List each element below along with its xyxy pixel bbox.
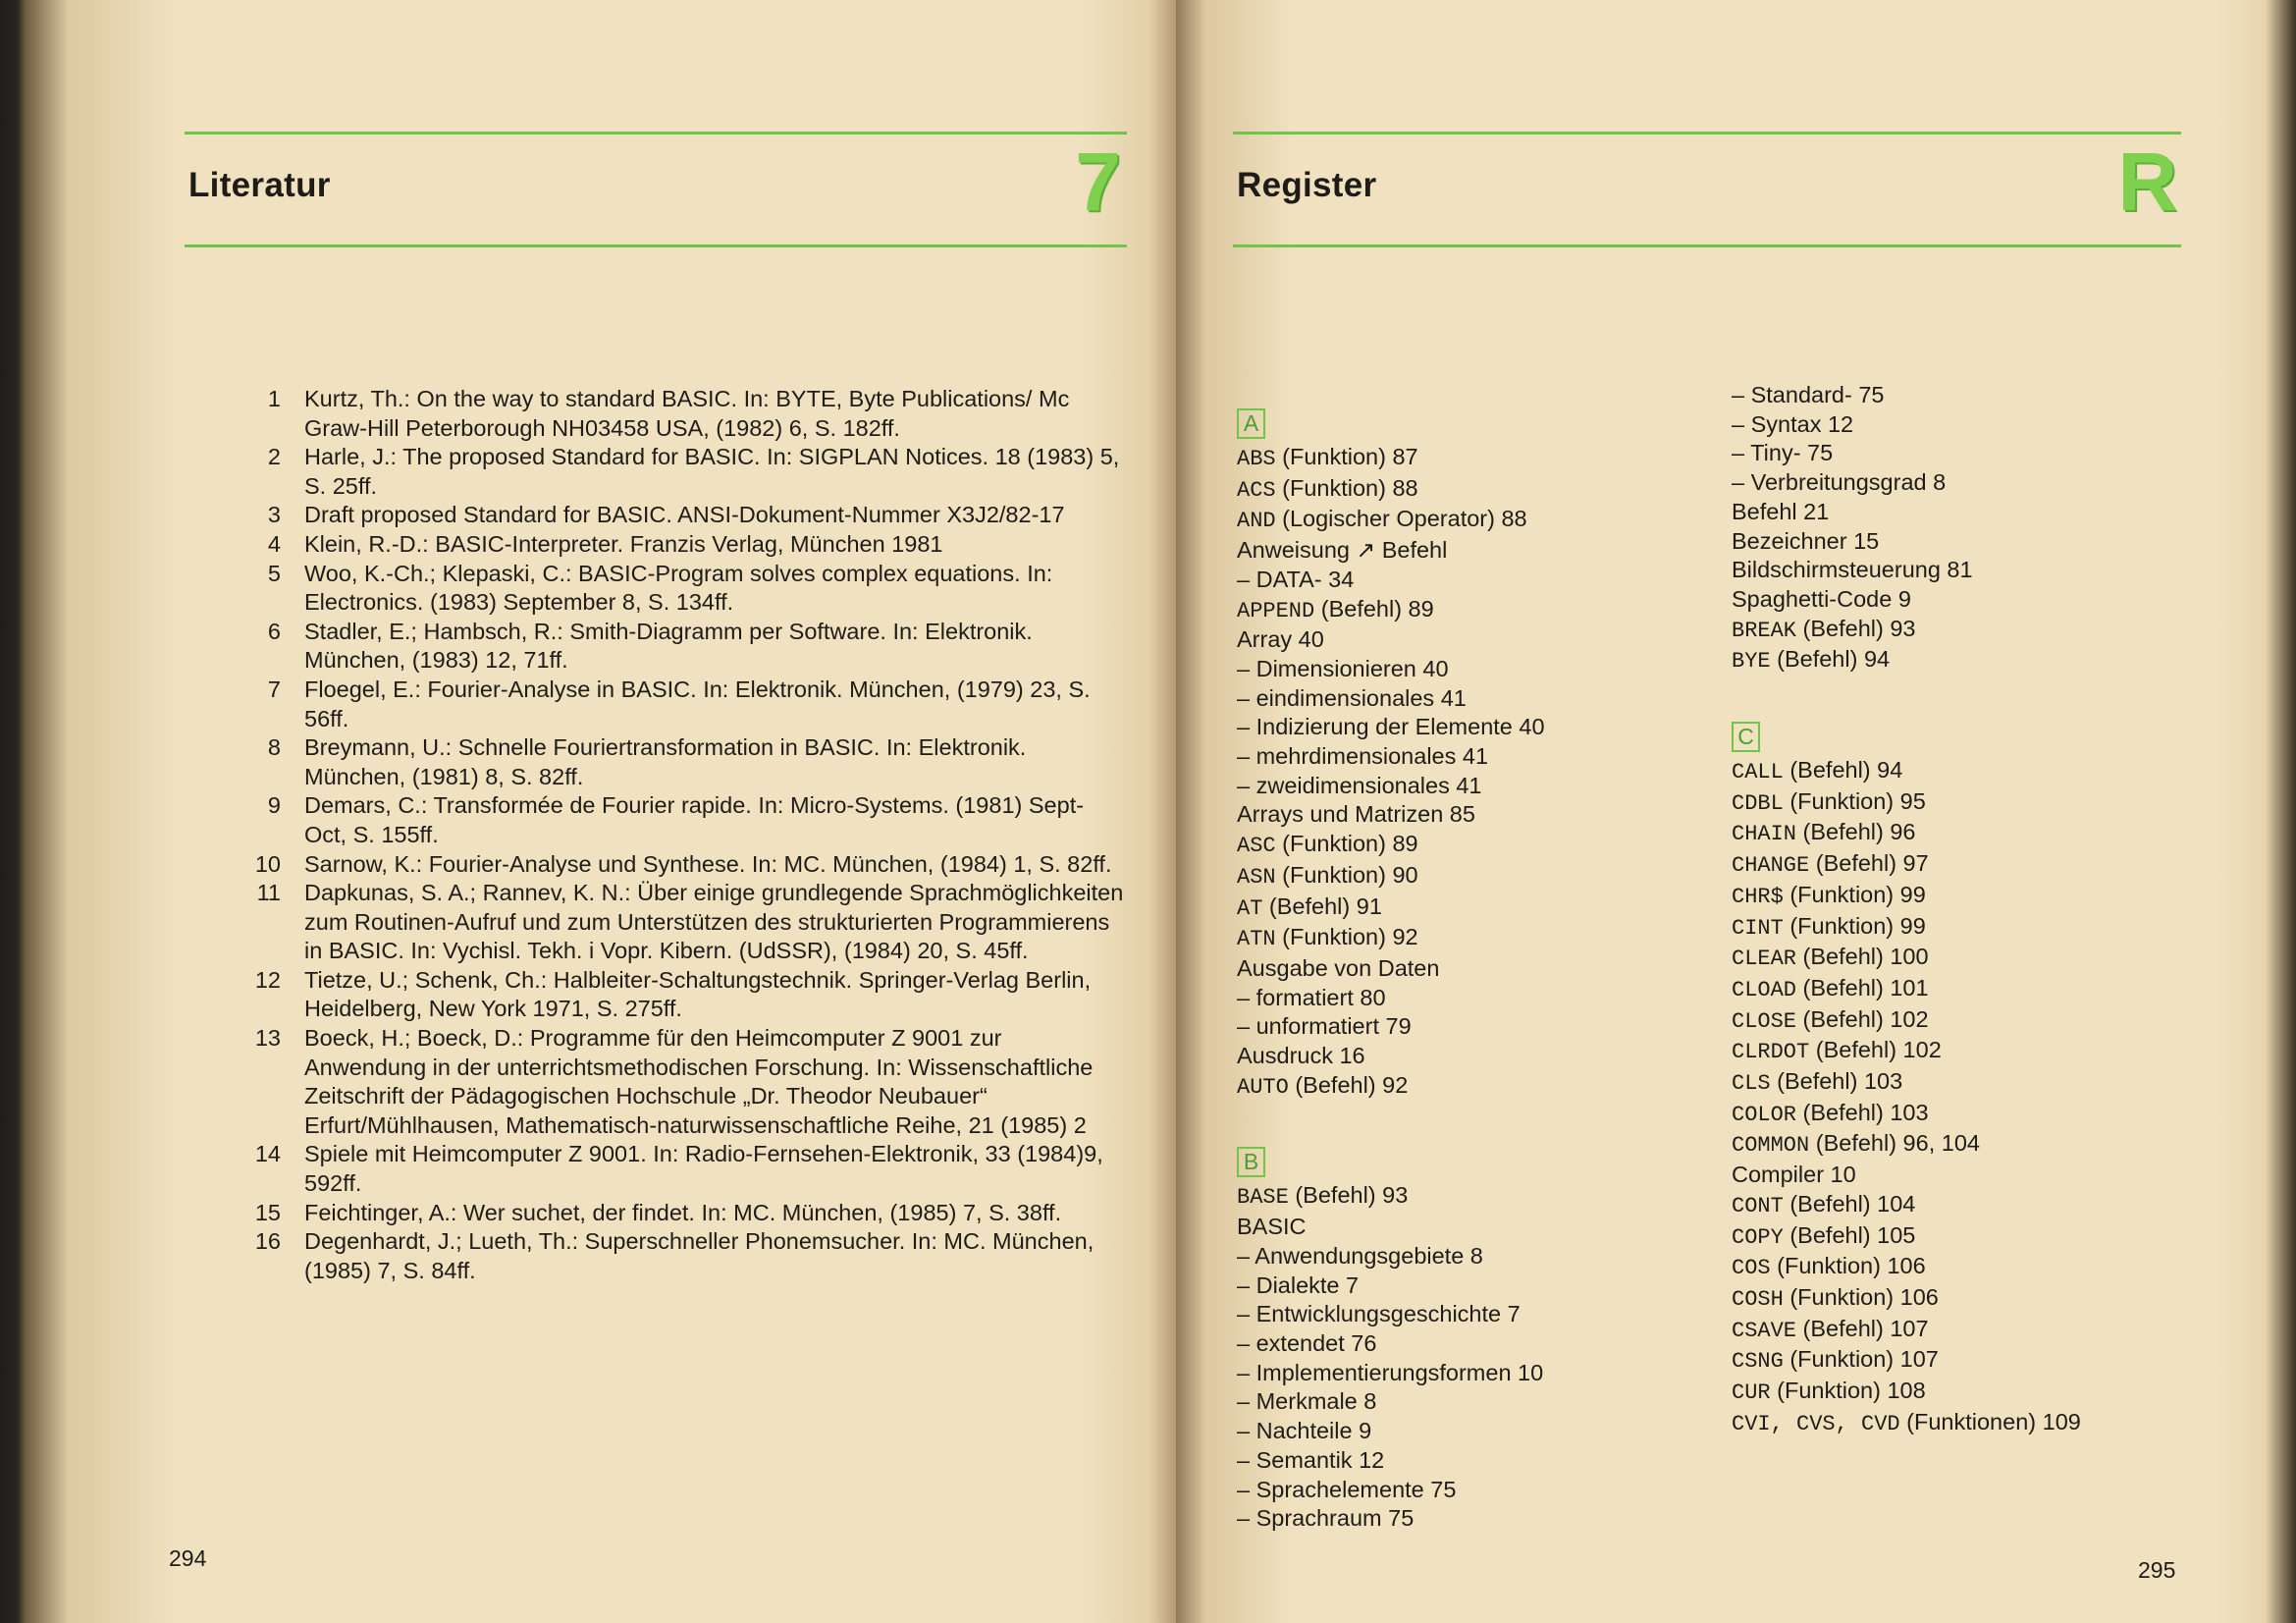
index-keyword: CLS [1732, 1071, 1771, 1097]
index-text: Anweisung ↗ Befehl [1237, 537, 1448, 564]
index-text: (Befehl) 101 [1796, 974, 1929, 1001]
index-entry [1732, 498, 2081, 527]
index-keyword: CLRDOT [1732, 1040, 1810, 1065]
index-keyword: COMMON [1732, 1133, 1810, 1159]
index-text: (Funktion) 99 [1783, 912, 1926, 939]
index-keyword: CLOAD [1732, 977, 1797, 1002]
reference-text: Boeck, H.; Boeck, D.: Programme für den Heimcomputer Z 9001 zur Anwendung in der unterrichtsmethodischen Forschung. In: Wissenschaftliche Zeitschrift der Pädagogischen Hochschule „Dr. Theodor Neubauer“ Erfurt/Mühlhausen, Mathematisch-naturwissenschaftliche Reihe, 21 (1985) 2 [304, 1025, 1094, 1138]
reference-number: 3 [267, 502, 281, 528]
reference-number: 5 [267, 560, 281, 586]
index-text: Compiler 10 [1732, 1162, 1856, 1188]
index-entry [1732, 1408, 2081, 1439]
index-keyword: ABS [1237, 447, 1276, 471]
reference-text: Draft proposed Standard for BASIC. ANSI-Dokument-Nummer X3J2/82-17 [304, 502, 1065, 528]
reference-number: 9 [267, 792, 281, 819]
index-entry [1237, 984, 1545, 1013]
index-text: (Funktion) 107 [1783, 1346, 1939, 1373]
reference-text: Dapkunas, S. A.; Rannev, K. N.: Über einige grundlegende Sprachmöglichkeiten zum Routinen-Aufruf und zum Unterstützen des strukturierten Programmierens in BASIC. In: Vychisl. Tekh. i Vopr. Kibern. (UdSSR), (1984) 20, S. 45ff. [304, 880, 1124, 964]
index-text: (Funktion) 108 [1770, 1378, 1926, 1404]
reference-number: 13 [254, 1025, 281, 1052]
index-column-1 [1237, 401, 1545, 1534]
index-keyword: APPEND [1237, 598, 1315, 623]
index-keyword: AND [1237, 509, 1276, 534]
index-entry [1732, 556, 2081, 585]
index-text: – zweidimensionales 41 [1237, 772, 1482, 798]
index-entry [1732, 1377, 2081, 1408]
reference-entry [236, 618, 1124, 676]
index-text: Befehl 21 [1732, 498, 1830, 524]
index-entry [1732, 468, 2081, 498]
page-title: Literatur [188, 166, 331, 204]
index-entry [1732, 1099, 2081, 1130]
index-entry [1237, 1417, 1545, 1446]
letter-heading [1732, 714, 2081, 756]
index-text: (Befehl) 93 [1288, 1182, 1409, 1209]
index-entry [1732, 1315, 2081, 1346]
index-entry [1732, 410, 2081, 440]
index-keyword: AT [1237, 895, 1263, 921]
index-text: (Befehl) 93 [1796, 615, 1916, 641]
index-text: – Sprachraum 75 [1237, 1505, 1415, 1532]
letter-box: A [1237, 408, 1265, 439]
index-text: (Befehl) 96 [1796, 819, 1916, 845]
reference-list [236, 385, 1124, 1285]
index-text: – Syntax 12 [1732, 410, 1854, 437]
index-entry [1237, 861, 1545, 893]
index-keyword: CONT [1732, 1193, 1784, 1218]
reference-text: Feichtinger, A.: Wer suchet, der findet. In: MC. München, (1985) 7, S. 38ff. [304, 1199, 1062, 1225]
page-number: 294 [169, 1545, 207, 1571]
reference-number: 12 [254, 966, 281, 993]
reference-number: 10 [254, 850, 281, 877]
index-text: – Nachteile 9 [1237, 1418, 1372, 1444]
index-text: (Funktion) 89 [1275, 831, 1418, 857]
index-text: BASIC [1237, 1214, 1307, 1240]
index-text: – extendet 76 [1237, 1329, 1377, 1356]
index-text: – Indizierung der Elemente 40 [1237, 714, 1545, 740]
index-text: – Entwicklungsgeschichte 7 [1237, 1301, 1521, 1327]
index-column-2 [1732, 381, 2081, 1439]
index-keyword: CHANGE [1732, 853, 1810, 879]
index-text: Spaghetti-Code 9 [1732, 585, 1911, 612]
index-entry [1237, 1012, 1545, 1042]
index-text: – Dialekte 7 [1237, 1271, 1360, 1298]
index-text: (Befehl) 102 [1796, 1005, 1929, 1032]
index-entry [1732, 1221, 2081, 1253]
reference-entry [236, 791, 1124, 849]
index-text: (Funktion) 99 [1783, 881, 1926, 907]
index-text: – Dimensionieren 40 [1237, 655, 1449, 681]
index-entry [1237, 595, 1545, 626]
index-text: (Funktion) 88 [1275, 474, 1418, 501]
index-entry [1237, 1242, 1545, 1271]
reference-entry [236, 1199, 1124, 1228]
index-entry [1237, 1359, 1545, 1388]
index-entry [1237, 566, 1545, 595]
reference-entry [236, 966, 1124, 1024]
index-text: – mehrdimensionales 41 [1237, 743, 1489, 770]
index-entry [1732, 1067, 2081, 1099]
index-entry [1237, 536, 1545, 566]
index-text: (Funktion) 87 [1275, 444, 1418, 469]
index-text: – Merkmale 8 [1237, 1388, 1377, 1415]
letter-heading [1237, 1139, 1545, 1181]
index-entry [1237, 772, 1545, 801]
index-entry [1732, 1252, 2081, 1283]
reference-entry [236, 501, 1124, 530]
index-text: (Befehl) 97 [1809, 850, 1929, 877]
index-keyword: CINT [1732, 915, 1784, 941]
reference-text: Floegel, E.: Fourier-Analyse in BASIC. In: Elektronik. München, (1979) 23, S. 56ff. [304, 676, 1091, 731]
index-text: Ausgabe von Daten [1237, 954, 1440, 981]
index-entry [1732, 974, 2081, 1005]
index-keyword: CUR [1732, 1380, 1771, 1406]
index-entry [1732, 1161, 2081, 1190]
index-entry [1732, 615, 2081, 646]
reference-number: 6 [267, 618, 281, 644]
letter-box: B [1237, 1147, 1265, 1177]
page-title: Register [1237, 166, 1377, 204]
reference-text: Demars, C.: Transformée de Fourier rapide. In: Micro-Systems. (1981) Sept-Oct, S. 155ff. [304, 792, 1085, 847]
index-entry [1237, 684, 1545, 714]
index-entry [1732, 527, 2081, 557]
index-text: (Befehl) 96, 104 [1809, 1130, 1980, 1157]
index-text: (Befehl) 105 [1783, 1221, 1916, 1248]
index-entry [1237, 1042, 1545, 1071]
index-entry [1237, 625, 1545, 655]
index-keyword: ATN [1237, 927, 1276, 952]
index-entry [1237, 1446, 1545, 1476]
index-text: – Implementierungsformen 10 [1237, 1359, 1544, 1385]
reference-text: Klein, R.-D.: BASIC-Interpreter. Franzis Verlag, München 1981 [304, 530, 943, 557]
index-text: (Funktion) 92 [1275, 924, 1418, 950]
index-entry [1237, 954, 1545, 984]
reference-entry [236, 560, 1124, 618]
index-entry [1732, 787, 2081, 819]
index-entry [1237, 1071, 1545, 1103]
reference-number: 15 [254, 1199, 281, 1225]
index-text: (Funktionen) 109 [1899, 1408, 2081, 1434]
reference-number: 1 [267, 386, 281, 411]
index-keyword: COPY [1732, 1224, 1784, 1250]
index-keyword: COLOR [1732, 1102, 1797, 1127]
index-keyword: CVI, CVS, CVD [1732, 1411, 1900, 1436]
letter-heading [1237, 401, 1545, 443]
reference-text: Spiele mit Heimcomputer Z 9001. In: Radio-Fernsehen-Elektronik, 33 (1984)9, 592ff. [304, 1141, 1103, 1197]
index-keyword: ASN [1237, 864, 1276, 890]
index-keyword: BYE [1732, 649, 1771, 675]
index-entry [1732, 1036, 2081, 1067]
index-text: Arrays und Matrizen 85 [1237, 801, 1475, 828]
index-keyword: CSNG [1732, 1349, 1784, 1375]
index-keyword: CSAVE [1732, 1318, 1797, 1343]
index-entry [1732, 645, 2081, 676]
index-entry [1237, 1387, 1545, 1417]
reference-number: 16 [254, 1228, 281, 1255]
reference-number: 4 [267, 530, 281, 557]
index-text: (Befehl) 104 [1783, 1190, 1916, 1217]
index-keyword: ASC [1237, 834, 1276, 859]
index-text: (Logischer Operator) 88 [1275, 506, 1527, 532]
reference-entry [236, 443, 1124, 501]
index-entry [1732, 1129, 2081, 1161]
index-keyword: COSH [1732, 1286, 1784, 1312]
reference-text: Sarnow, K.: Fourier-Analyse und Synthese. In: MC. München, (1984) 1, S. 82ff. [304, 850, 1112, 877]
index-entry [1732, 1190, 2081, 1221]
index-keyword: CLEAR [1732, 947, 1797, 972]
index-text: – DATA- 34 [1237, 566, 1355, 592]
index-text: – Tiny- 75 [1732, 440, 1834, 466]
index-entry [1732, 912, 2081, 944]
reference-entry [236, 1227, 1124, 1285]
reference-number: 2 [267, 444, 281, 470]
index-entry [1732, 849, 2081, 881]
index-text: (Befehl) 94 [1770, 646, 1891, 673]
index-text: Array 40 [1237, 626, 1324, 653]
index-keyword: CDBL [1732, 790, 1784, 816]
reference-number: 11 [256, 880, 281, 906]
reference-number: 14 [254, 1141, 281, 1167]
index-keyword: CLOSE [1732, 1008, 1797, 1034]
index-text: – Standard- 75 [1732, 382, 1885, 407]
index-entry [1237, 893, 1545, 924]
index-keyword: COS [1732, 1256, 1771, 1281]
index-entry [1237, 830, 1545, 861]
reference-entry [236, 530, 1124, 560]
reference-text: Breymann, U.: Schnelle Fouriertransformation in BASIC. In: Elektronik. München, (1981) 8, S. 82ff. [304, 734, 1027, 789]
reference-entry [236, 676, 1124, 733]
reference-text: Degenhardt, J.; Lueth, Th.: Superschneller Phonemsucher. In: MC. München, (1985) 7, S. 84ff. [304, 1228, 1095, 1283]
index-entry [1237, 1476, 1545, 1505]
index-entry [1237, 742, 1545, 772]
chapter-mark: 7 [1075, 135, 1121, 228]
reference-entry [236, 385, 1124, 443]
index-text: (Funktion) 106 [1770, 1253, 1926, 1279]
reference-text: Stadler, E.; Hambsch, R.: Smith-Diagramm per Software. In: Elektronik. München, (1983) 12, 71ff. [304, 618, 1033, 674]
section-gap [1237, 1102, 1545, 1139]
reference-text: Tietze, U.; Schenk, Ch.: Halbleiter-Schaltungstechnik. Springer-Verlag Berlin, Heidelberg, New York 1971, S. 275ff. [304, 966, 1092, 1022]
index-text: (Befehl) 92 [1288, 1071, 1409, 1098]
index-entry [1237, 443, 1545, 474]
index-text: – Sprachelemente 75 [1237, 1476, 1457, 1502]
index-text: (Befehl) 89 [1314, 595, 1434, 622]
index-entry [1237, 713, 1545, 742]
index-text: – unformatiert 79 [1237, 1013, 1412, 1040]
index-text: – Verbreitungsgrad 8 [1732, 469, 1947, 496]
index-entry [1237, 1329, 1545, 1359]
index-text: Bezeichner 15 [1732, 527, 1880, 554]
reference-number: 8 [267, 734, 281, 761]
index-entry [1732, 585, 2081, 615]
index-entry [1732, 1005, 2081, 1037]
reference-entry [236, 1140, 1124, 1198]
index-text: – eindimensionales 41 [1237, 684, 1467, 711]
index-entry [1237, 655, 1545, 684]
index-entry [1237, 1181, 1545, 1213]
reference-entry [236, 850, 1124, 880]
index-entry [1237, 1213, 1545, 1242]
index-text: (Befehl) 94 [1783, 757, 1903, 784]
right-page [1176, 0, 2296, 1623]
section-gap [1732, 676, 2081, 714]
index-entry [1732, 1345, 2081, 1377]
reference-entry [236, 1024, 1124, 1140]
index-entry [1237, 923, 1545, 954]
index-keyword: BREAK [1732, 618, 1797, 643]
index-entry [1732, 381, 2081, 410]
index-keyword: ACS [1237, 477, 1276, 503]
index-keyword: CHR$ [1732, 884, 1784, 909]
index-entry [1732, 439, 2081, 468]
index-entry [1237, 474, 1545, 506]
index-entry [1237, 800, 1545, 830]
index-text: (Befehl) 103 [1796, 1099, 1929, 1125]
chapter-mark: R [2117, 135, 2177, 228]
literatur-header [185, 132, 1127, 247]
index-entry [1732, 756, 2081, 787]
index-text: (Funktion) 95 [1783, 787, 1926, 814]
index-entry [1732, 818, 2081, 849]
index-entry [1732, 943, 2081, 974]
index-text: (Befehl) 102 [1809, 1037, 1942, 1063]
index-entry [1732, 1283, 2081, 1315]
index-text: (Befehl) 107 [1796, 1315, 1929, 1341]
index-text: (Befehl) 100 [1796, 944, 1929, 970]
index-text: – Anwendungsgebiete 8 [1237, 1242, 1483, 1269]
index-text: – Semantik 12 [1237, 1446, 1385, 1473]
index-text: Ausdruck 16 [1237, 1043, 1365, 1069]
index-keyword: CALL [1732, 760, 1784, 785]
index-entry [1237, 1300, 1545, 1329]
index-text: (Befehl) 91 [1262, 893, 1382, 919]
reference-text: Harle, J.: The proposed Standard for BASIC. In: SIGPLAN Notices. 18 (1983) 5, S. 25ff. [304, 444, 1120, 499]
index-keyword: CHAIN [1732, 822, 1797, 847]
index-entry [1732, 881, 2081, 912]
index-text: Bildschirmsteuerung 81 [1732, 557, 1973, 583]
reference-text: Kurtz, Th.: On the way to standard BASIC. In: BYTE, Byte Publications/ Mc Graw-Hill Peterborough NH03458 USA, (1982) 6, S. 182ff. [304, 386, 1070, 441]
letter-box: C [1732, 722, 1760, 752]
index-entry [1237, 505, 1545, 536]
reference-text: Woo, K.-Ch.; Klepaski, C.: BASIC-Program solves complex equations. In: Electronics. (1983) September 8, S. 134ff. [304, 560, 1053, 616]
index-keyword: BASE [1237, 1185, 1289, 1211]
index-text: (Befehl) 103 [1770, 1068, 1903, 1095]
reference-entry [236, 733, 1124, 791]
index-entry [1237, 1271, 1545, 1301]
index-text: (Funktion) 90 [1275, 861, 1418, 888]
register-header [1233, 132, 2181, 247]
index-text: (Funktion) 106 [1783, 1283, 1939, 1310]
page-number: 295 [2138, 1557, 2176, 1583]
reference-entry [236, 879, 1124, 966]
index-entry [1237, 1504, 1545, 1534]
index-keyword: AUTO [1237, 1074, 1289, 1100]
reference-number: 7 [267, 676, 281, 702]
index-text: – formatiert 80 [1237, 984, 1386, 1010]
